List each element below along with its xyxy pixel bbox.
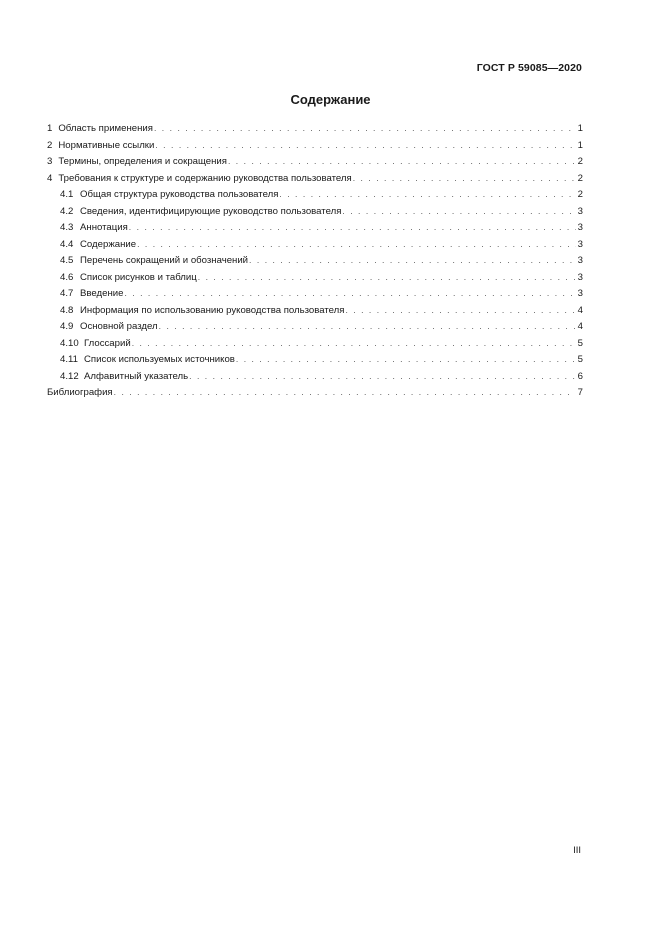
toc-entry-number: 4.4 [60,238,74,250]
toc-entry-page: 3 [577,288,583,299]
toc-entry-number: 4.1 [60,189,74,200]
toc-entry-4-10[interactable] [47,335,583,352]
toc-entry-2[interactable] [47,137,583,154]
toc-entry-page: 4 [577,304,583,316]
toc-leader-dots [249,252,576,269]
toc-entry-title: Содержание [80,238,137,250]
toc-entry-number: 4.10 [60,337,79,349]
toc-leader-dots [198,269,576,286]
toc-entry-number: 4.8 [60,304,74,316]
toc-entry-page: 3 [577,238,583,250]
toc-leader-dots [353,170,576,187]
toc-entry-number: 4.5 [60,255,74,266]
toc-entry-number: 4.12 [60,370,79,382]
toc-leader-dots [155,137,576,154]
toc-heading: Содержание [290,92,371,107]
toc-entry-title: Аннотация [80,222,128,233]
toc-entry-4-1[interactable] [47,186,583,203]
toc-entry-page: 7 [577,387,583,398]
toc-entry-number: 1 [47,123,53,134]
toc-entry-title: Область применения [58,123,153,134]
toc-leader-dots [345,302,576,319]
toc-leader-dots [137,236,576,253]
toc-entry-title: Введение [80,288,124,299]
toc-entry-number: 4.2 [60,205,74,217]
toc-entry-number: 4.9 [60,321,74,332]
toc-entry-title: Общая структура руководства пользователя [80,189,279,200]
toc-entry-4[interactable] [47,170,583,187]
toc-entry-4-9[interactable] [47,318,583,335]
toc-leader-dots [124,285,576,302]
toc-entry-page: 4 [577,321,583,332]
toc-entry-page: 1 [577,139,583,151]
toc-entry-title: Основной раздел [80,321,158,332]
toc-entry-1[interactable] [47,120,583,137]
toc-entry-title: Информация по использованию руководства пользователя [80,304,345,316]
toc-entry-4-6[interactable] [47,269,583,286]
toc-entry-title: Алфавитный указатель [84,370,189,382]
toc-leader-dots [132,335,576,352]
table-of-contents [47,120,583,401]
toc-entry-page: 5 [577,354,583,365]
toc-entry-number: 2 [47,139,53,151]
toc-entry-page: 3 [577,255,583,266]
toc-entry-number: 4 [47,172,53,184]
toc-entry-number: 4.3 [60,222,74,233]
toc-entry-number: 4.7 [60,288,74,299]
toc-entry-title: Список рисунков и таблиц [80,271,197,283]
toc-entry-page: 2 [577,189,583,200]
toc-leader-dots [159,318,576,335]
toc-entry-page: 6 [577,370,583,382]
toc-entry-number: 4.6 [60,271,74,283]
toc-entry-3[interactable] [47,153,583,170]
toc-entry-page: 2 [577,172,583,184]
toc-leader-dots [129,219,576,236]
toc-entry-title: Нормативные ссылки [58,139,155,151]
toc-entry-4-12[interactable] [47,368,583,385]
toc-leader-dots [189,368,576,385]
toc-entry-page: 1 [577,123,583,134]
toc-entry-number: 3 [47,156,53,167]
toc-entry-page: 5 [577,337,583,349]
toc-entry-title: Сведения, идентифицирующие руководство пользователя [80,205,342,217]
toc-entry-number: 4.11 [60,354,78,365]
toc-entry-title: Библиография [47,387,113,398]
toc-entry-bibliography[interactable] [47,384,583,401]
toc-entry-page: 3 [577,222,583,233]
toc-leader-dots [342,203,576,220]
toc-entry-4-7[interactable] [47,285,583,302]
toc-leader-dots [279,186,576,203]
toc-entry-title: Глоссарий [84,337,131,349]
toc-leader-dots [154,120,576,137]
document-id: ГОСТ Р 59085—2020 [476,62,582,74]
toc-leader-dots [114,384,576,401]
toc-entry-title: Термины, определения и сокращения [58,156,227,167]
toc-entry-title: Перечень сокращений и обозначений [80,255,249,266]
toc-leader-dots [236,351,576,368]
page-number: III [573,845,581,856]
toc-entry-title: Список используемых источников [84,354,235,365]
toc-entry-page: 2 [577,156,583,167]
toc-entry-page: 3 [577,205,583,217]
toc-entry-page: 3 [577,271,583,283]
toc-entry-4-8[interactable] [47,302,583,319]
toc-entry-4-2[interactable] [47,203,583,220]
toc-entry-4-3[interactable] [47,219,583,236]
toc-entry-4-5[interactable] [47,252,583,269]
toc-entry-4-11[interactable] [47,351,583,368]
toc-entry-title: Требования к структуре и содержанию руководства пользователя [58,172,352,184]
toc-leader-dots [228,153,576,170]
toc-entry-4-4[interactable] [47,236,583,253]
